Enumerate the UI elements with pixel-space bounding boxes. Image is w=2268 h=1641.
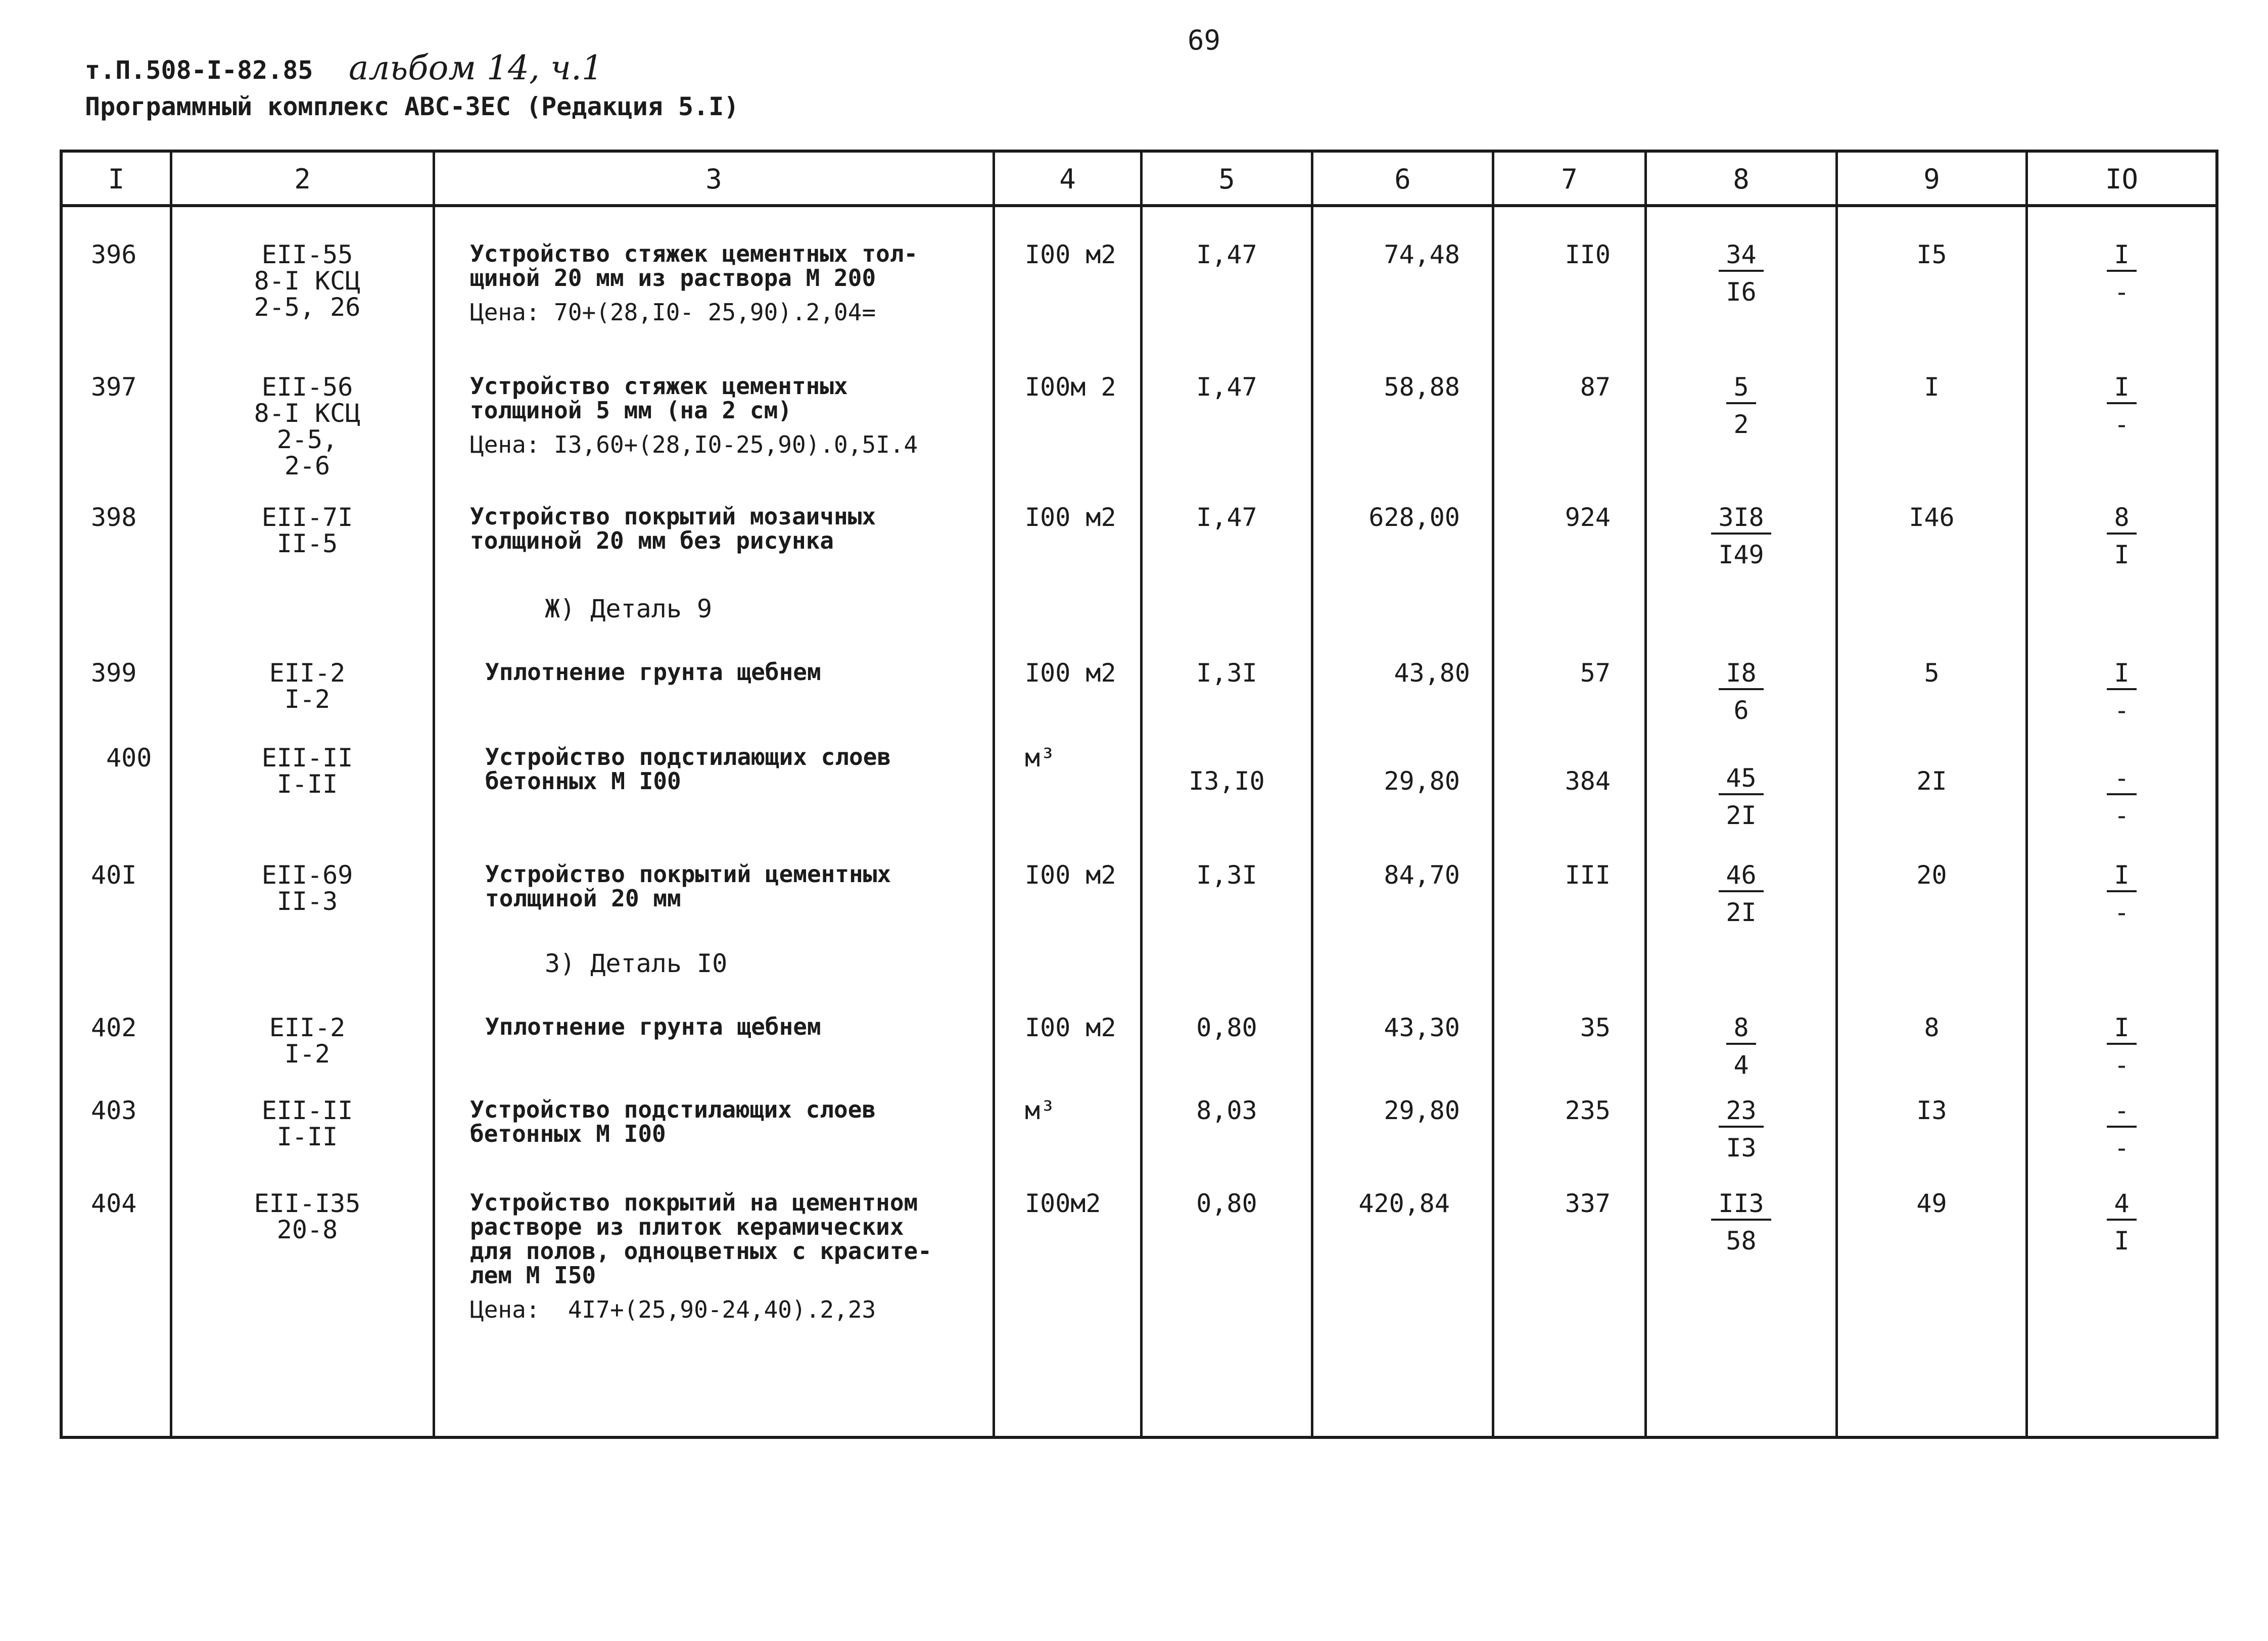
total-cost: III (1565, 860, 1611, 890)
total-cost: 384 (1565, 766, 1611, 796)
description-line: Уплотнение грунта щебнем (485, 1013, 821, 1040)
norm-code: EII-I35 20-8 (254, 1189, 361, 1244)
fraction-denominator: - (2114, 898, 2130, 927)
header-col-9: 9 (1923, 163, 1940, 195)
fraction-denominator: I (2114, 1226, 2130, 1256)
fraction-denominator: - (2114, 1050, 2130, 1080)
description-line: бетонных М I00 (485, 767, 681, 795)
col8-fraction (1647, 504, 1835, 568)
col10-fraction (2028, 1097, 2215, 1161)
description-line: Уплотнение грунта щебнем (485, 658, 821, 686)
work-description (470, 242, 1026, 324)
price-formula: Цена: 70+(28,I0- 25,90).2,04= (470, 299, 876, 326)
col9-value: 2I (1916, 766, 1947, 796)
fraction-denominator: 58 (1726, 1226, 1757, 1256)
handwritten-album-note: альбом 14, ч.1 (349, 49, 603, 87)
fraction-numerator: - (2107, 765, 2136, 795)
quantity: I,47 (1196, 503, 1257, 532)
fraction-numerator: 34 (1719, 242, 1763, 272)
fraction-numerator: I (2107, 1015, 2136, 1045)
quantity: I,3I (1196, 860, 1257, 890)
col9-value: I3 (1916, 1096, 1947, 1125)
total-cost: 57 (1580, 658, 1611, 688)
norm-code: EII-56 8-I КСЦ 2-5, 2-6 (254, 372, 361, 480)
fraction-denominator: I3 (1726, 1133, 1757, 1163)
fraction-numerator: I (2107, 374, 2136, 404)
col9-value: I5 (1916, 240, 1947, 269)
fraction-denominator: I (2114, 540, 2130, 569)
description-line: Устройство покрытий мозаичных (470, 503, 876, 530)
price-formula: Цена: 4I7+(25,90-24,40).2,23 (470, 1296, 876, 1323)
col8-fraction (1647, 374, 1835, 438)
norm-code: EII-55 8-I КСЦ 2-5, 26 (254, 240, 361, 322)
quantity: 0,80 (1196, 1013, 1257, 1042)
work-description (470, 504, 1026, 553)
unit: I00 м2 (1025, 240, 1116, 269)
quantity: 8,03 (1196, 1096, 1257, 1125)
quantity: I,47 (1196, 240, 1257, 269)
unit: I00м2 (1025, 1189, 1101, 1218)
fraction-numerator: 8 (1726, 1015, 1756, 1045)
header-col-8: 8 (1733, 163, 1750, 195)
fraction-numerator: 8 (2107, 504, 2136, 535)
unit-cost: 29,80 (1384, 1096, 1460, 1125)
fraction-denominator: 4 (1733, 1050, 1749, 1080)
fraction-denominator: 2 (1733, 410, 1749, 439)
unit-cost: 58,88 (1384, 372, 1460, 402)
fraction-numerator: II3 (1711, 1190, 1771, 1221)
description-line: для полов, одноцветных с красите- (470, 1237, 932, 1265)
header-col-6: 6 (1394, 163, 1411, 195)
estimate-table (60, 150, 2218, 1439)
unit: м³ (1025, 1096, 1056, 1125)
unit: м³ (1025, 743, 1056, 773)
column-divider (170, 150, 172, 1439)
col8-fraction (1647, 660, 1835, 723)
description-line: толщиной 20 мм (485, 885, 681, 912)
total-cost: 337 (1565, 1189, 1611, 1218)
fraction-numerator: - (2107, 1097, 2136, 1128)
column-divider (2215, 150, 2218, 1439)
fraction-numerator: 46 (1719, 862, 1763, 892)
price-formula: Цена: I3,60+(28,I0-25,90).0,5I.4 (470, 431, 918, 458)
work-description (485, 862, 1041, 910)
fraction-numerator: I (2107, 660, 2136, 690)
fraction-denominator: I6 (1726, 277, 1757, 307)
col9-value: I46 (1909, 503, 1955, 532)
norm-code: EII-7I II-5 (261, 503, 353, 558)
item-number: 398 (91, 503, 137, 532)
work-description (485, 1015, 1041, 1039)
section-title: З) Деталь I0 (545, 949, 728, 978)
total-cost: II0 (1565, 240, 1611, 269)
description-line: бетонных М I00 (470, 1120, 666, 1147)
total-cost: 87 (1580, 372, 1611, 402)
fraction-numerator: I8 (1719, 660, 1763, 690)
fraction-numerator: 3I8 (1711, 504, 1771, 535)
description-line: Устройство стяжек цементных тол- (470, 240, 918, 267)
section-title: Ж) Деталь 9 (545, 594, 713, 623)
column-divider (60, 150, 63, 1439)
work-description (470, 1190, 1026, 1322)
unit: I00м 2 (1025, 372, 1116, 402)
fraction-denominator: 6 (1733, 696, 1749, 725)
fraction-numerator: 23 (1719, 1097, 1763, 1128)
fraction-numerator: I (2107, 862, 2136, 892)
header-col-4: 4 (1059, 163, 1076, 195)
col10-fraction (2028, 1015, 2215, 1078)
fraction-numerator: 45 (1719, 765, 1763, 795)
work-description (470, 374, 1026, 457)
norm-code: EII-69 II-3 (261, 860, 353, 916)
header-col-2: 2 (294, 163, 311, 195)
unit: I00 м2 (1025, 860, 1116, 890)
item-number: 40I (91, 860, 137, 890)
item-number: 400 (106, 743, 152, 773)
item-number: 403 (91, 1096, 137, 1125)
unit-cost: 43,30 (1384, 1013, 1460, 1042)
unit: I00 м2 (1025, 1013, 1116, 1042)
item-number: 404 (91, 1189, 137, 1218)
unit-cost: 43,80 (1394, 658, 1470, 688)
fraction-denominator: I49 (1718, 540, 1764, 569)
fraction-denominator: - (2114, 801, 2130, 830)
description-line: щиной 20 мм из раствора М 200 (470, 264, 876, 292)
col9-value: 20 (1916, 860, 1947, 890)
col8-fraction (1647, 862, 1835, 926)
item-number: 402 (91, 1013, 137, 1042)
total-cost: 235 (1565, 1096, 1611, 1125)
fraction-denominator: - (2114, 696, 2130, 725)
description-line: Устройство покрытий цементных (485, 860, 891, 888)
description-line: толщиной 20 мм без рисунка (470, 527, 834, 554)
fraction-denominator: - (2114, 1133, 2130, 1163)
column-divider (1835, 150, 1838, 1439)
description-line: Устройство подстилающих слоев (485, 743, 891, 770)
header-col-3: 3 (705, 163, 722, 195)
fraction-denominator: 2I (1726, 801, 1757, 830)
description-line: Устройство стяжек цементных (470, 372, 848, 400)
quantity: I,3I (1196, 658, 1257, 688)
col10-fraction (2028, 504, 2215, 568)
col8-fraction (1647, 1190, 1835, 1254)
document-code: т.П.508-I-82.85 (85, 56, 313, 85)
norm-code: EII-2 I-2 (269, 658, 346, 714)
description-line: лем М I50 (470, 1262, 596, 1289)
header-col-1: I (108, 163, 125, 195)
fraction-denominator: - (2114, 410, 2130, 439)
fraction-denominator: - (2114, 277, 2130, 307)
quantity: I3,I0 (1189, 766, 1265, 796)
header-col-7: 7 (1561, 163, 1578, 195)
col10-fraction (2028, 862, 2215, 926)
unit-cost: 74,48 (1384, 240, 1460, 269)
norm-code: EII-2 I-2 (269, 1013, 346, 1069)
unit-cost: 29,80 (1384, 766, 1460, 796)
header-col-5: 5 (1218, 163, 1235, 195)
work-description (470, 1097, 1026, 1146)
quantity: I,47 (1196, 372, 1257, 402)
work-description (485, 660, 1041, 684)
col9-value: 8 (1924, 1013, 1940, 1042)
description-line: толщиной 5 мм (на 2 см) (470, 397, 792, 424)
col10-fraction (2028, 1190, 2215, 1254)
column-divider (1140, 150, 1143, 1439)
work-description (485, 745, 1041, 793)
col9-value: I (1924, 372, 1940, 402)
fraction-denominator: 2I (1726, 898, 1757, 927)
header-bottom-border (60, 204, 2218, 207)
col9-value: 49 (1916, 1189, 1947, 1218)
description-line: Устройство подстилающих слоев (470, 1096, 876, 1123)
table-top-border (60, 150, 2218, 153)
description-line: растворе из плиток керамических (470, 1213, 904, 1240)
table-bottom-border (60, 1436, 2218, 1439)
unit-cost: 628,00 (1368, 503, 1460, 532)
fraction-numerator: 4 (2107, 1190, 2136, 1221)
total-cost: 924 (1565, 503, 1611, 532)
col10-fraction (2028, 374, 2215, 438)
item-number: 397 (91, 372, 137, 402)
program-complex-line: Программный комплекс АВС-ЗЕС (Редакция 5.I) (85, 92, 739, 121)
unit: I00 м2 (1025, 503, 1116, 532)
fraction-numerator: 5 (1726, 374, 1756, 404)
fraction-numerator: I (2107, 242, 2136, 272)
col8-fraction (1647, 765, 1835, 829)
quantity: 0,80 (1196, 1189, 1257, 1218)
col8-fraction (1647, 1015, 1835, 1078)
col10-fraction (2028, 660, 2215, 723)
col8-fraction (1647, 242, 1835, 305)
col9-value: 5 (1924, 658, 1940, 688)
unit-cost: 84,70 (1384, 860, 1460, 890)
header-col-10: IO (2105, 163, 2139, 195)
norm-code: EII-II I-II (261, 1096, 353, 1151)
description-line: Устройство покрытий на цементном (470, 1189, 918, 1216)
norm-code: EII-II I-II (261, 743, 353, 799)
column-divider (433, 150, 435, 1439)
column-divider (1492, 150, 1494, 1439)
col10-fraction (2028, 242, 2215, 305)
column-divider (1311, 150, 1313, 1439)
col8-fraction (1647, 1097, 1835, 1161)
total-cost: 35 (1580, 1013, 1611, 1042)
page-number: 69 (1188, 24, 1221, 56)
item-number: 399 (91, 658, 137, 688)
unit: I00 м2 (1025, 658, 1116, 688)
unit-cost: 420,84 (1358, 1189, 1450, 1218)
item-number: 396 (91, 240, 137, 269)
col10-fraction (2028, 765, 2215, 829)
